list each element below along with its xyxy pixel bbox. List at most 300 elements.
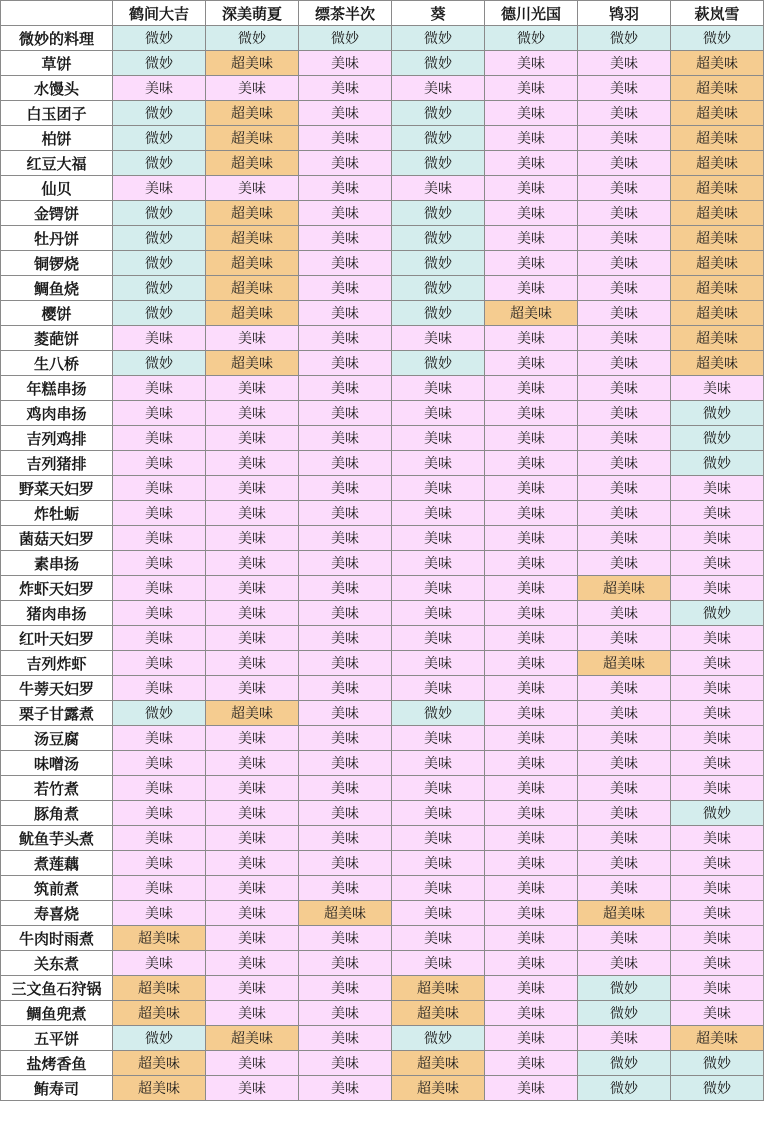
table-row [1, 576, 764, 601]
table-row [1, 1026, 764, 1051]
dish-name-cell: 白玉团子 [1, 101, 113, 126]
rating-cell: 美味 [671, 826, 764, 851]
rating-cell: 美味 [392, 726, 485, 751]
table-row [1, 626, 764, 651]
rating-cell: 微妙 [392, 51, 485, 76]
rating-cell: 美味 [206, 926, 299, 951]
rating-cell: 美味 [392, 326, 485, 351]
rating-cell: 美味 [113, 551, 206, 576]
rating-cell: 美味 [485, 851, 578, 876]
rating-cell: 微妙 [578, 1051, 671, 1076]
rating-cell: 超美味 [671, 176, 764, 201]
dish-name-cell: 汤豆腐 [1, 726, 113, 751]
table-row [1, 51, 764, 76]
rating-cell: 美味 [206, 376, 299, 401]
rating-cell: 美味 [578, 51, 671, 76]
rating-cell: 美味 [485, 926, 578, 951]
dish-name-cell: 筑前煮 [1, 876, 113, 901]
dish-name-cell: 红叶天妇罗 [1, 626, 113, 651]
rating-cell: 美味 [485, 151, 578, 176]
rating-cell: 美味 [485, 251, 578, 276]
rating-cell: 美味 [299, 751, 392, 776]
table-row [1, 176, 764, 201]
rating-cell: 美味 [578, 751, 671, 776]
rating-cell: 微妙 [671, 1051, 764, 1076]
rating-cell: 超美味 [206, 301, 299, 326]
rating-cell: 美味 [113, 776, 206, 801]
rating-cell: 超美味 [671, 326, 764, 351]
rating-cell: 美味 [578, 376, 671, 401]
rating-cell: 美味 [113, 651, 206, 676]
column-header: 深美萌夏 [206, 1, 299, 26]
rating-cell: 微妙 [392, 1026, 485, 1051]
rating-cell: 超美味 [671, 251, 764, 276]
rating-cell: 美味 [485, 801, 578, 826]
rating-cell: 美味 [299, 976, 392, 1001]
rating-cell: 美味 [299, 376, 392, 401]
rating-cell: 美味 [206, 651, 299, 676]
rating-cell: 美味 [299, 726, 392, 751]
rating-cell: 美味 [578, 726, 671, 751]
table-row [1, 526, 764, 551]
rating-cell: 美味 [392, 651, 485, 676]
rating-cell: 微妙 [113, 101, 206, 126]
rating-cell: 美味 [578, 501, 671, 526]
rating-cell: 美味 [206, 1001, 299, 1026]
dish-name-cell: 牛蒡天妇罗 [1, 676, 113, 701]
dish-name-cell: 炸虾天妇罗 [1, 576, 113, 601]
rating-cell: 超美味 [206, 151, 299, 176]
table-row [1, 551, 764, 576]
rating-cell: 美味 [206, 451, 299, 476]
rating-cell: 美味 [578, 276, 671, 301]
rating-cell: 美味 [299, 476, 392, 501]
rating-cell: 超美味 [299, 901, 392, 926]
table-row [1, 801, 764, 826]
rating-cell: 超美味 [671, 51, 764, 76]
rating-cell: 微妙 [113, 51, 206, 76]
rating-cell: 美味 [671, 501, 764, 526]
rating-cell: 微妙 [392, 151, 485, 176]
rating-cell: 美味 [485, 726, 578, 751]
rating-cell: 美味 [206, 1051, 299, 1076]
rating-cell: 美味 [578, 151, 671, 176]
dish-name-cell: 栗子甘露煮 [1, 701, 113, 726]
rating-cell: 美味 [392, 76, 485, 101]
rating-cell: 美味 [485, 601, 578, 626]
rating-cell: 美味 [671, 776, 764, 801]
rating-cell: 美味 [299, 51, 392, 76]
rating-cell: 美味 [485, 401, 578, 426]
rating-cell: 美味 [578, 551, 671, 576]
rating-cell: 美味 [392, 851, 485, 876]
rating-cell: 美味 [206, 1076, 299, 1101]
rating-cell: 超美味 [671, 351, 764, 376]
rating-cell: 美味 [671, 576, 764, 601]
rating-cell: 超美味 [206, 351, 299, 376]
table-row [1, 876, 764, 901]
rating-cell: 美味 [578, 926, 671, 951]
rating-cell: 超美味 [392, 976, 485, 1001]
rating-cell: 美味 [113, 826, 206, 851]
rating-cell: 美味 [206, 801, 299, 826]
rating-cell: 美味 [578, 601, 671, 626]
rating-cell: 美味 [299, 276, 392, 301]
rating-cell: 美味 [485, 751, 578, 776]
dish-name-cell: 年糕串扬 [1, 376, 113, 401]
rating-cell: 美味 [671, 976, 764, 1001]
rating-cell: 微妙 [392, 26, 485, 51]
rating-cell: 美味 [578, 201, 671, 226]
table-row [1, 126, 764, 151]
rating-cell: 美味 [578, 251, 671, 276]
rating-cell: 美味 [299, 426, 392, 451]
rating-cell: 美味 [113, 426, 206, 451]
rating-cell: 微妙 [392, 201, 485, 226]
rating-cell: 美味 [392, 901, 485, 926]
dish-name-cell: 关东煮 [1, 951, 113, 976]
rating-cell: 美味 [299, 301, 392, 326]
rating-cell: 美味 [485, 501, 578, 526]
rating-cell: 美味 [392, 451, 485, 476]
rating-cell: 美味 [485, 976, 578, 1001]
rating-cell: 美味 [485, 326, 578, 351]
table-row [1, 501, 764, 526]
rating-cell: 超美味 [578, 901, 671, 926]
rating-cell: 美味 [578, 326, 671, 351]
dish-name-cell: 鲷鱼烧 [1, 276, 113, 301]
rating-cell: 美味 [206, 76, 299, 101]
rating-cell: 美味 [299, 576, 392, 601]
rating-cell: 美味 [392, 876, 485, 901]
rating-cell: 超美味 [392, 1051, 485, 1076]
rating-cell: 美味 [206, 401, 299, 426]
rating-cell: 超美味 [671, 151, 764, 176]
dish-name-cell: 野菜天妇罗 [1, 476, 113, 501]
rating-cell: 美味 [392, 951, 485, 976]
table-row [1, 1076, 764, 1101]
table-row [1, 26, 764, 51]
rating-cell: 美味 [578, 226, 671, 251]
rating-cell: 美味 [299, 176, 392, 201]
rating-cell: 美味 [392, 751, 485, 776]
rating-cell: 美味 [206, 901, 299, 926]
rating-cell: 美味 [671, 951, 764, 976]
rating-cell: 美味 [113, 676, 206, 701]
rating-cell: 美味 [671, 476, 764, 501]
rating-cell: 超美味 [578, 651, 671, 676]
table-body [1, 26, 764, 1101]
rating-cell: 美味 [113, 401, 206, 426]
rating-cell: 超美味 [206, 276, 299, 301]
rating-cell: 美味 [578, 101, 671, 126]
rating-cell: 美味 [392, 526, 485, 551]
rating-cell: 美味 [206, 776, 299, 801]
table-row [1, 1051, 764, 1076]
rating-cell: 美味 [392, 476, 485, 501]
rating-cell: 美味 [485, 1001, 578, 1026]
rating-cell: 美味 [299, 501, 392, 526]
dish-name-cell: 铜锣烧 [1, 251, 113, 276]
rating-cell: 美味 [299, 801, 392, 826]
rating-cell: 美味 [299, 1001, 392, 1026]
rating-cell: 美味 [206, 576, 299, 601]
table-row [1, 401, 764, 426]
rating-cell: 超美味 [671, 101, 764, 126]
table-row [1, 276, 764, 301]
rating-cell: 超美味 [671, 226, 764, 251]
rating-cell: 美味 [671, 526, 764, 551]
rating-cell: 美味 [671, 626, 764, 651]
rating-cell: 美味 [578, 676, 671, 701]
rating-cell: 美味 [299, 951, 392, 976]
column-header: 德川光国 [485, 1, 578, 26]
rating-cell: 微妙 [113, 251, 206, 276]
rating-cell: 美味 [113, 176, 206, 201]
rating-cell: 美味 [299, 1026, 392, 1051]
table-row [1, 301, 764, 326]
header-corner [1, 1, 113, 26]
dish-name-cell: 吉列猪排 [1, 451, 113, 476]
dish-name-cell: 豚角煮 [1, 801, 113, 826]
table-row [1, 776, 764, 801]
rating-cell: 超美味 [671, 301, 764, 326]
rating-cell: 超美味 [485, 301, 578, 326]
table-header [1, 1, 764, 26]
rating-cell: 美味 [113, 951, 206, 976]
rating-cell: 美味 [485, 576, 578, 601]
rating-cell: 美味 [113, 376, 206, 401]
rating-cell: 微妙 [671, 426, 764, 451]
rating-cell: 微妙 [671, 1076, 764, 1101]
rating-cell: 美味 [485, 76, 578, 101]
rating-cell: 美味 [299, 826, 392, 851]
rating-cell: 微妙 [578, 976, 671, 1001]
table-row [1, 326, 764, 351]
rating-cell: 美味 [485, 351, 578, 376]
rating-cell: 超美味 [206, 51, 299, 76]
dish-name-cell: 柏饼 [1, 126, 113, 151]
table-row [1, 226, 764, 251]
rating-cell: 微妙 [113, 201, 206, 226]
column-header: 葵 [392, 1, 485, 26]
rating-cell: 美味 [299, 201, 392, 226]
rating-cell: 美味 [299, 251, 392, 276]
rating-cell: 美味 [113, 451, 206, 476]
rating-cell: 微妙 [113, 301, 206, 326]
rating-cell: 美味 [578, 626, 671, 651]
rating-cell: 微妙 [113, 151, 206, 176]
dish-name-cell: 金锷饼 [1, 201, 113, 226]
table-row [1, 601, 764, 626]
rating-cell: 美味 [392, 801, 485, 826]
rating-cell: 美味 [113, 76, 206, 101]
rating-cell: 美味 [485, 126, 578, 151]
rating-cell: 微妙 [671, 26, 764, 51]
rating-cell: 微妙 [578, 1076, 671, 1101]
rating-cell: 美味 [578, 951, 671, 976]
rating-cell: 美味 [113, 526, 206, 551]
rating-cell: 美味 [206, 551, 299, 576]
rating-cell: 美味 [392, 676, 485, 701]
rating-cell: 美味 [392, 776, 485, 801]
rating-cell: 微妙 [206, 26, 299, 51]
rating-cell: 微妙 [578, 26, 671, 51]
dish-name-cell: 煮莲藕 [1, 851, 113, 876]
rating-cell: 美味 [485, 526, 578, 551]
rating-cell: 美味 [299, 351, 392, 376]
table-row [1, 351, 764, 376]
dish-name-cell: 炸牡蛎 [1, 501, 113, 526]
rating-cell: 美味 [113, 876, 206, 901]
rating-cell: 超美味 [671, 126, 764, 151]
rating-cell: 美味 [206, 626, 299, 651]
rating-cell: 美味 [206, 951, 299, 976]
rating-cell: 美味 [392, 576, 485, 601]
dish-name-cell: 鸡肉串扬 [1, 401, 113, 426]
rating-cell: 美味 [671, 876, 764, 901]
rating-cell: 美味 [299, 326, 392, 351]
rating-cell: 微妙 [113, 701, 206, 726]
rating-cell: 美味 [392, 551, 485, 576]
rating-cell: 美味 [206, 176, 299, 201]
dish-name-cell: 水馒头 [1, 76, 113, 101]
rating-cell: 美味 [113, 726, 206, 751]
rating-cell: 美味 [578, 76, 671, 101]
rating-cell: 美味 [392, 376, 485, 401]
column-header: 鸨羽 [578, 1, 671, 26]
rating-cell: 美味 [113, 601, 206, 626]
rating-cell: 美味 [392, 401, 485, 426]
rating-cell: 美味 [578, 401, 671, 426]
rating-cell: 美味 [578, 351, 671, 376]
rating-cell: 美味 [113, 851, 206, 876]
dish-name-cell: 盐烤香鱼 [1, 1051, 113, 1076]
dish-name-cell: 微妙的料理 [1, 26, 113, 51]
column-header: 鹤间大吉 [113, 1, 206, 26]
dish-name-cell: 菌菇天妇罗 [1, 526, 113, 551]
rating-cell: 美味 [578, 301, 671, 326]
table-row [1, 201, 764, 226]
rating-cell: 美味 [206, 676, 299, 701]
table-row [1, 476, 764, 501]
table-row [1, 701, 764, 726]
rating-cell: 微妙 [113, 226, 206, 251]
table-row [1, 376, 764, 401]
rating-cell: 微妙 [392, 101, 485, 126]
rating-cell: 美味 [578, 776, 671, 801]
rating-cell: 美味 [206, 601, 299, 626]
rating-cell: 美味 [671, 926, 764, 951]
rating-cell: 美味 [113, 751, 206, 776]
rating-cell: 微妙 [113, 126, 206, 151]
rating-cell: 超美味 [113, 1076, 206, 1101]
rating-cell: 美味 [299, 1051, 392, 1076]
column-header: 萩岚雪 [671, 1, 764, 26]
rating-cell: 美味 [578, 851, 671, 876]
dish-name-cell: 味噌汤 [1, 751, 113, 776]
rating-cell: 美味 [578, 176, 671, 201]
dish-name-cell: 鲷鱼兜煮 [1, 1001, 113, 1026]
rating-cell: 超美味 [206, 1026, 299, 1051]
rating-cell: 超美味 [113, 1001, 206, 1026]
rating-cell: 微妙 [671, 801, 764, 826]
table-row [1, 751, 764, 776]
rating-cell: 美味 [299, 776, 392, 801]
rating-cell: 美味 [206, 526, 299, 551]
table-row [1, 901, 764, 926]
rating-cell: 超美味 [392, 1076, 485, 1101]
rating-cell: 美味 [299, 151, 392, 176]
rating-cell: 超美味 [206, 226, 299, 251]
rating-cell: 美味 [485, 451, 578, 476]
dish-name-cell: 三文鱼石狩锅 [1, 976, 113, 1001]
rating-cell: 美味 [671, 701, 764, 726]
rating-cell: 美味 [113, 326, 206, 351]
rating-cell: 美味 [113, 801, 206, 826]
rating-cell: 美味 [485, 701, 578, 726]
table-row [1, 926, 764, 951]
rating-cell: 微妙 [671, 401, 764, 426]
table-row [1, 451, 764, 476]
rating-cell: 微妙 [113, 276, 206, 301]
rating-cell: 美味 [671, 901, 764, 926]
rating-cell: 美味 [392, 601, 485, 626]
rating-cell: 美味 [485, 551, 578, 576]
dish-name-cell: 红豆大福 [1, 151, 113, 176]
rating-cell: 美味 [206, 876, 299, 901]
rating-cell: 美味 [299, 626, 392, 651]
rating-cell: 超美味 [113, 976, 206, 1001]
table-row [1, 101, 764, 126]
dish-name-cell: 仙贝 [1, 176, 113, 201]
rating-cell: 美味 [671, 376, 764, 401]
rating-cell: 美味 [578, 876, 671, 901]
rating-cell: 微妙 [113, 1026, 206, 1051]
rating-cell: 美味 [485, 826, 578, 851]
rating-cell: 美味 [299, 851, 392, 876]
rating-cell: 美味 [392, 626, 485, 651]
rating-cell: 超美味 [206, 251, 299, 276]
rating-cell: 美味 [392, 426, 485, 451]
dish-name-cell: 牡丹饼 [1, 226, 113, 251]
rating-cell: 微妙 [392, 126, 485, 151]
rating-cell: 美味 [485, 51, 578, 76]
rating-cell: 美味 [578, 526, 671, 551]
rating-cell: 美味 [299, 676, 392, 701]
rating-cell: 美味 [299, 101, 392, 126]
dish-name-cell: 牛肉时雨煮 [1, 926, 113, 951]
rating-cell: 美味 [299, 526, 392, 551]
rating-cell: 美味 [392, 826, 485, 851]
rating-cell: 美味 [113, 626, 206, 651]
dish-name-cell: 五平饼 [1, 1026, 113, 1051]
rating-cell: 美味 [485, 101, 578, 126]
rating-cell: 美味 [578, 126, 671, 151]
rating-cell: 美味 [485, 1051, 578, 1076]
rating-cell: 美味 [485, 176, 578, 201]
rating-cell: 美味 [578, 826, 671, 851]
rating-cell: 美味 [485, 676, 578, 701]
dish-name-cell: 吉列炸虾 [1, 651, 113, 676]
rating-cell: 美味 [485, 901, 578, 926]
dish-name-cell: 草饼 [1, 51, 113, 76]
dish-name-cell: 鲔寿司 [1, 1076, 113, 1101]
rating-cell: 美味 [578, 451, 671, 476]
rating-cell: 微妙 [392, 301, 485, 326]
rating-cell: 美味 [485, 951, 578, 976]
rating-cell: 微妙 [392, 276, 485, 301]
